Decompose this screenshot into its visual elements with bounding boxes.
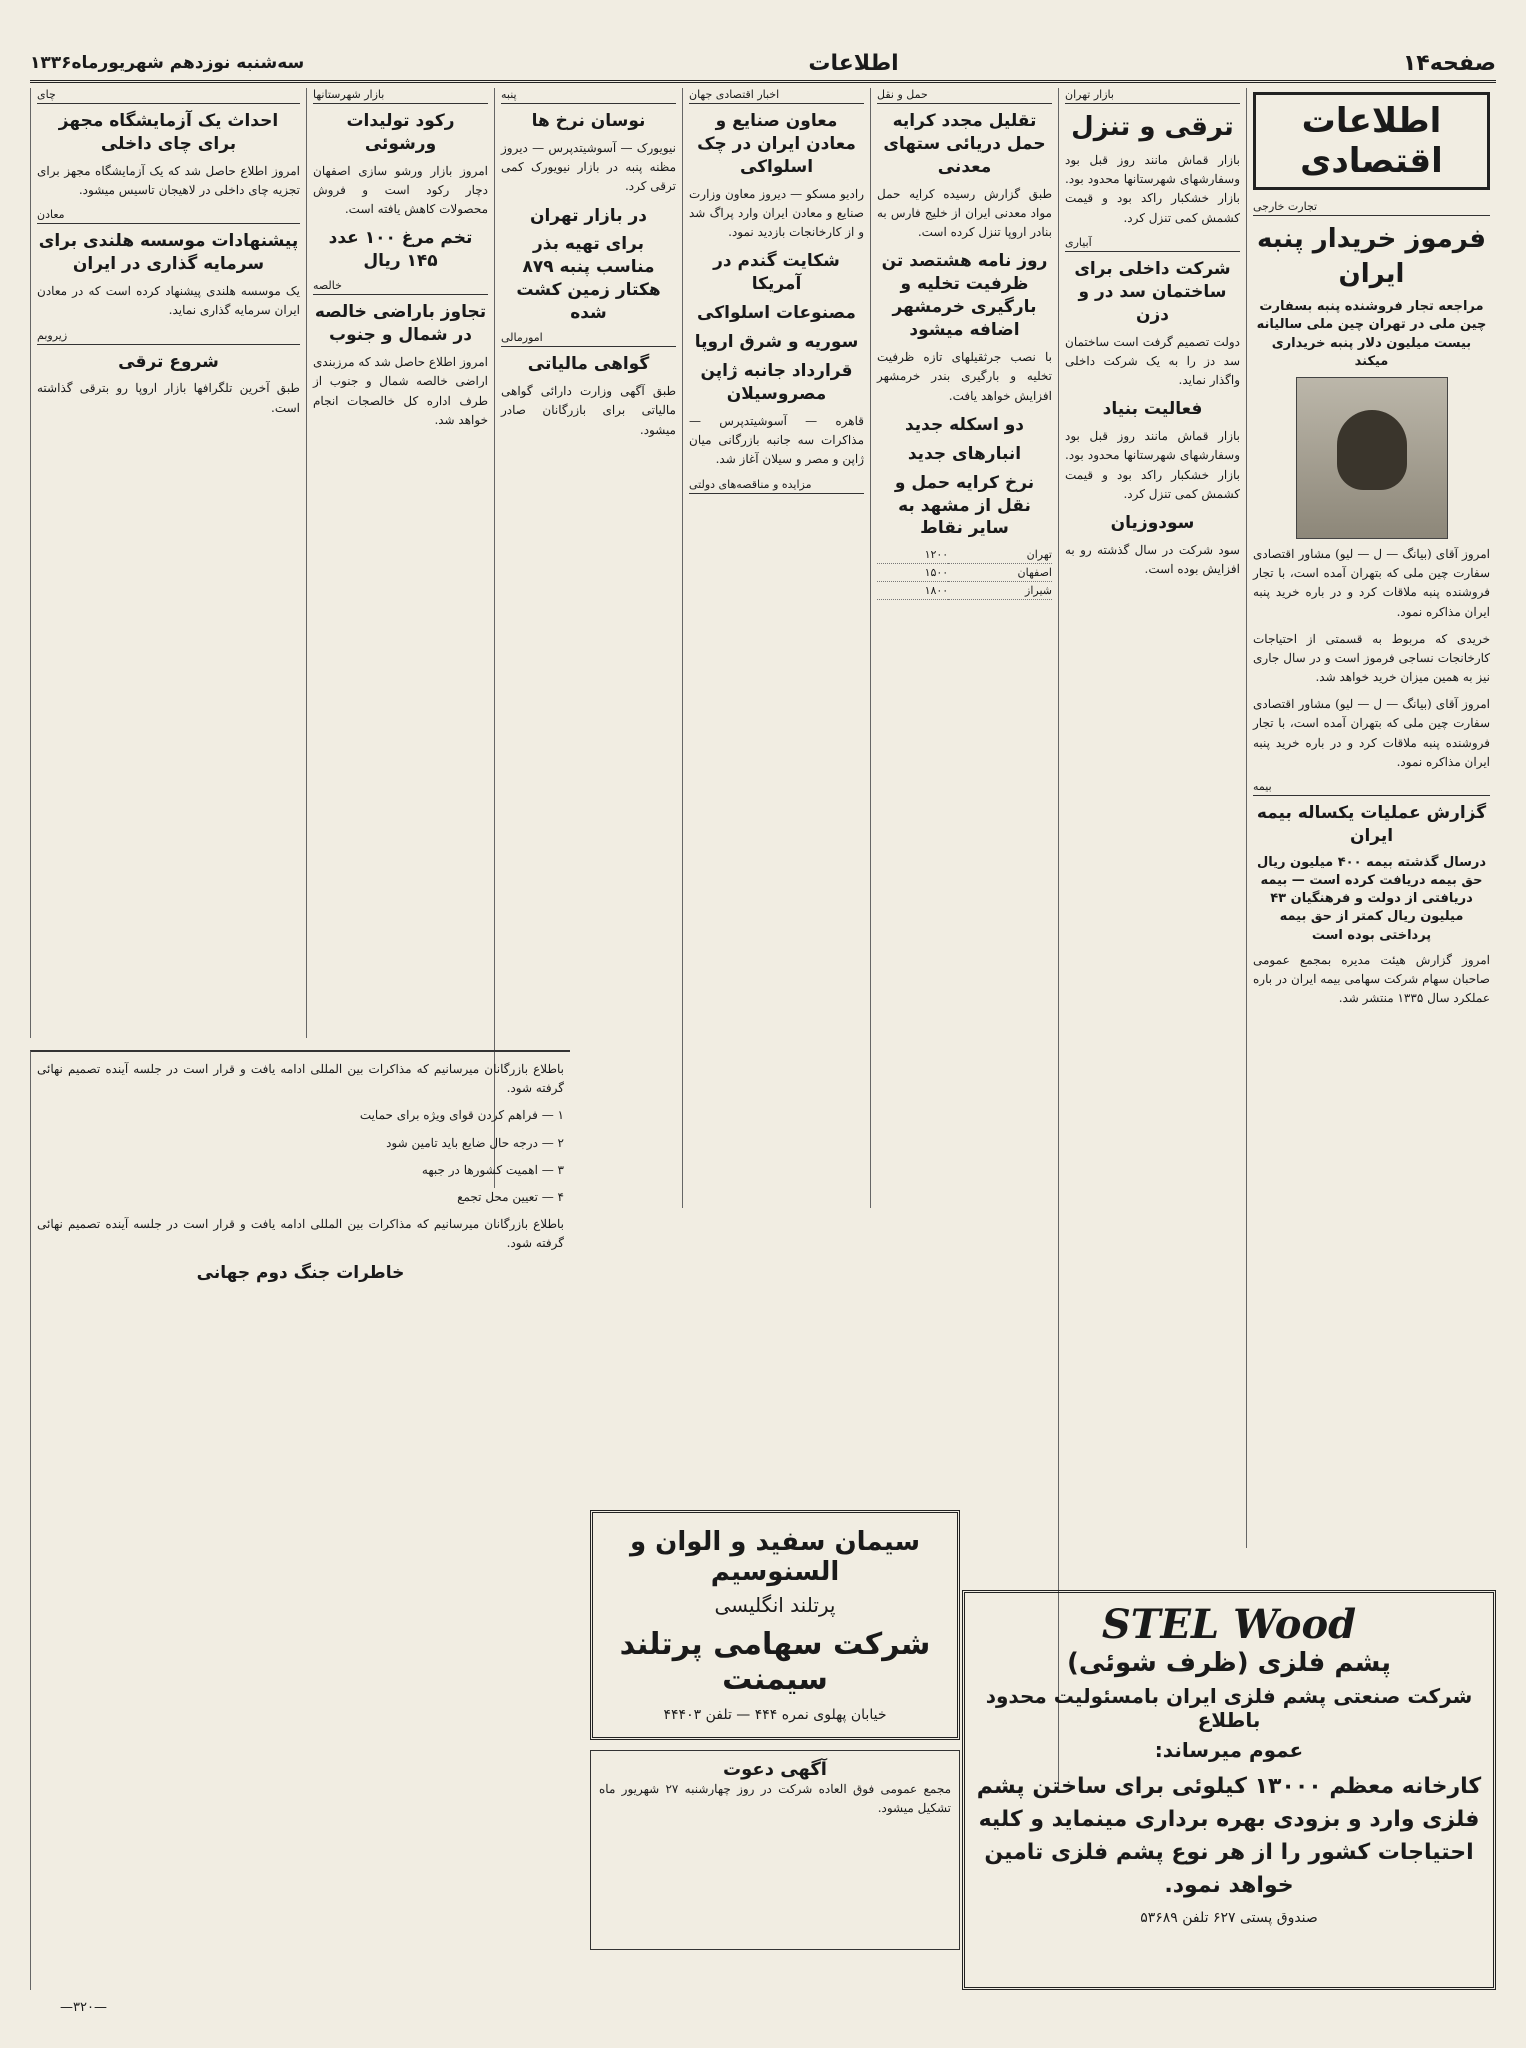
- headline-warehouses: انبارهای جدید: [907, 443, 1022, 464]
- article-body: طبق آخرین تلگرافها بازار اروپا رو بترقی گذاشته است.: [37, 381, 300, 415]
- headline-iran-cotton: فرموز خریدار پنبه ایران: [1257, 224, 1486, 290]
- headline-freight: تقلیل مجدد کرایه حمل دریائی ستهای معدنی: [883, 111, 1046, 177]
- headline-foundation: فعالیت بنیاد: [1102, 399, 1203, 420]
- section-label: بازار شهرستانها: [313, 88, 488, 104]
- article-body: دولت تصمیم گرفت است ساختمان سد دز را به یک شرکت داخلی واگذار نماید.: [1065, 334, 1240, 388]
- column-tehran-market: [1058, 88, 1246, 1788]
- list-item: ۲ — درجه حال ضایع باید تامین شود: [386, 1135, 564, 1150]
- article-body: سود شرکت در سال گذشته رو به افزایش بوده است.: [1065, 542, 1240, 577]
- section-label: آبیاری: [1065, 236, 1240, 252]
- folio: —۳۲۰—: [60, 2000, 107, 2015]
- headline-seed: برای تهیه بذر مناسب پنبه ۸۷۹ هکتار زمین کشت شده: [516, 234, 661, 324]
- ad-brand: STEL Wood: [1101, 1601, 1357, 1648]
- ad-company: شرکت سهامی پرتلند سیمنت: [619, 1627, 931, 1697]
- article-body: امروز بازار ورشو سازی اصفهان دچار رکود است و فروش محصولات کاهش یافته است.: [313, 163, 488, 217]
- tenders-title: مزایده و مناقصه‌های دولتی: [689, 478, 864, 494]
- notice-body: مجمع عمومی فوق العاده شرکت در روز چهارشنبه ۲۷ شهریور ماه تشکیل میشود.: [599, 1782, 951, 1816]
- column-transport: [870, 88, 1058, 1208]
- masthead: اطلاعات: [808, 50, 899, 76]
- section-label: خالصه: [313, 279, 488, 295]
- bottom-article: [30, 1050, 570, 1990]
- section-label: بیمه: [1253, 780, 1490, 796]
- ad-footer: صندوق پستی ۶۲۷ تلفن ۵۳۶۸۹: [1140, 1910, 1318, 1926]
- article-body: باطلاع بازرگانان میرسانیم که مذاکرات بین المللی ادامه یافت و قرار است در جلسه آینده تصمیم نهائی گرفته شود.: [37, 1062, 564, 1096]
- table-row: اصفهان ۱۵۰۰: [877, 564, 1052, 582]
- article-body: باطلاع بازرگانان میرسانیم که مذاکرات بین المللی ادامه یافت و قرار است در جلسه آینده تصمیم نهائی گرفته شود.: [37, 1217, 564, 1251]
- section-label: امورمالی: [501, 331, 676, 347]
- headline-insurance: گزارش عملیات یکساله بیمه ایران: [1256, 803, 1487, 846]
- column-tea: [30, 88, 306, 1038]
- subheadline: درسال گذشته بیمه ۴۰۰ میلیون ریال حق بیمه دریافت کرده است — بیمه دریافتی از دولت و فرهنگیان ۴۳ میلیون ریال کمتر از حق بیمه پرداختی بوده است: [1256, 854, 1487, 943]
- section-masthead: اطلاعات اقتصادی: [1253, 92, 1490, 190]
- column-world-economy: [682, 88, 870, 1208]
- headline-tea-lab: احداث یک آزمایشگاه مجهز برای چای داخلی: [58, 111, 279, 154]
- subheadline: مراجعه تجار فروشنده پنبه بسفارت چین ملی در تهران چین ملی سالیانه بیست میلیون دلار پنبه خریداری میکند: [1256, 299, 1487, 369]
- stelwood-ad: [962, 1590, 1496, 1990]
- rates-table: [877, 546, 1052, 600]
- headline-japan: قرارداد جانبه ژاپن مصروسیلان: [700, 361, 853, 405]
- headline-wheat: شکایت گندم در آمریکا: [713, 251, 840, 295]
- issue-date: سه‌شنبه نوزدهم شهریورماه۱۳۳۶: [30, 53, 305, 73]
- section-label: اخبار اقتصادی جهان: [689, 88, 864, 104]
- page-number: صفحه۱۴: [1402, 50, 1496, 76]
- headline-khorramshahr: روز نامه هشتصد تن ظرفیت تخلیه و بارگیری خرمشهر اضافه میشود: [881, 251, 1048, 341]
- headline-deputy-minister: معاون صنایع و معادن ایران در چک اسلواکی: [697, 111, 856, 177]
- notice-title: آگهی دعوت: [723, 1759, 827, 1780]
- section-label: زیروبم: [37, 329, 300, 345]
- page-header: [30, 46, 1496, 83]
- headline-rise-fall: ترقی و تنزل: [1071, 112, 1234, 142]
- headline-profit-loss: سودوزیان: [1110, 512, 1195, 533]
- ad-body: کارخانه معظم ۱۳۰۰۰ کیلوئی برای ساختن پشم فلزی وارد و بزودی بهره برداری مینماید و کلیه احتیاجات کشور را از هر نوع پشم فلزی تامین خواهد نمود.: [976, 1774, 1482, 1898]
- article-body: امروز اطلاع حاصل شد که یک آزمایشگاه مجهز برای تجزیه چای داخلی در لاهیجان تاسیس میشود.: [37, 163, 300, 198]
- invitation-notice: [590, 1750, 960, 1950]
- cement-ad: [590, 1510, 960, 1740]
- headline-rise-start: شروع ترقی: [118, 351, 219, 372]
- column-cotton: [494, 88, 682, 1188]
- headline-docks: دو اسکله جدید: [904, 414, 1025, 435]
- section-label: حمل و نقل: [877, 88, 1052, 104]
- section-label: تجارت خارجی: [1253, 200, 1490, 216]
- article-body: خریدی که مربوط به قسمتی از احتیاجات کارخانجات نساجی فرموز است و در سال جاری نیز به همین میزان خرید خواهد شد.: [1253, 631, 1490, 685]
- article-body: طبق آگهی وزارت دارائی گواهی مالیاتی برای بازرگانان صادر میشود.: [501, 384, 676, 437]
- section-label: چای: [37, 88, 300, 104]
- article-body: امروز اطلاع حاصل شد که مرزبندی اراضی خالصه شمال و جنوب از طرف اداره کل خالصجات انجام خواهد شد.: [313, 355, 488, 427]
- page-footer: [60, 2000, 1460, 2015]
- portrait-photo: [1296, 377, 1448, 539]
- ad-notice: عموم میرساند:: [1154, 1738, 1304, 1762]
- headline-price-fluct: نوسان نرخ ها: [531, 111, 646, 131]
- list-item: ۴ — تعیین محل تجمع: [457, 1189, 564, 1204]
- section-label: پنبه: [501, 88, 676, 104]
- article-body: رادیو مسکو — دیروز معاون وزارت صنایع و معادن ایران وارد پراگ شد و از کارخانجات بازدید نمود.: [689, 186, 864, 240]
- ad-company: شرکت صنعتی پشم فلزی ایران بامسئولیت محدود باطلاع: [985, 1684, 1473, 1732]
- article-body: بازار قماش مانند روز قبل بود وسفارشهای شهرستانها محدود بود. بازار خشکبار راکد بود و قیمت کشمش کمی تنزل کرد.: [1065, 429, 1240, 501]
- headline-syria: سوریه و شرق اروپا: [694, 332, 859, 353]
- article-body: امروز آقای (بیانگ — ل — لیو) مشاور اقتصادی سفارت چین ملی که بتهران آمده است، با تجار فروشنده پنبه ملاقات کرد و در باره خرید پنبه ایران مذاکره نمود.: [1253, 697, 1490, 769]
- section-label: معادن: [37, 208, 300, 224]
- headline-tax-cert: گواهی مالیاتی: [527, 354, 650, 375]
- headline-mashhad-rates: نرخ کرایه حمل و نقل از مشهد به سایر نقاط: [894, 472, 1035, 539]
- article-body: یک موسسه هلندی پیشنهاد کرده است که در معادن ایران سرمایه گذاری نماید.: [37, 284, 300, 318]
- headline-eggs: تخم مرغ ۱۰۰ عدد ۱۴۵ ریال: [328, 228, 473, 272]
- ad-title: سیمان سفید و الوان و السنوسیم: [629, 1527, 921, 1587]
- headline-dutch: پیشنهادات موسسه هلندی برای سرمایه گذاری در ایران: [38, 231, 299, 275]
- article-body: امروز گزارش هیئت مدیره بمجمع عمومی صاحبان سهام شرکت سهامی بیمه ایران در باره عملکرد سال ۱۳۳۵ منتشر شد.: [1253, 952, 1490, 1006]
- headline-tehran-bazaar: در بازار تهران: [529, 205, 648, 226]
- table-row: شیراز ۱۸۰۰: [877, 582, 1052, 600]
- article-body: بازار قماش مانند روز قبل بود وسفارشهای شهرستانها محدود بود. بازار خشکبار راکد بود و قیمت کشمش کمی تنزل کرد.: [1065, 153, 1240, 225]
- article-body: قاهره — آسوشیتدپرس — مذاکرات سه جانبه بازرگانی میان ژاپن و مصر و سیلان آغاز شد.: [689, 414, 864, 467]
- headline-dam: شرکت داخلی برای ساختمان سد در و دزن: [1074, 258, 1231, 325]
- list-item: ۱ — فراهم کردن قوای ویژه برای حمایت: [359, 1108, 564, 1123]
- column-economic-news: [1246, 88, 1496, 1548]
- column-provinces: [306, 88, 494, 1038]
- section-label: بازار تهران: [1065, 88, 1240, 104]
- article-body: امروز آقای (بیانگ — ل — لیو) مشاور اقتصادی سفارت چین ملی که بتهران آمده است، با تجار فروشنده پنبه ملاقات کرد و در باره خرید پنبه ایران مذاکره نمود.: [1253, 546, 1490, 619]
- ad-title: پشم فلزی (ظرف شوئی): [1067, 1648, 1391, 1678]
- headline-encroach: تجاوز باراضی خالصه در شمال و جنوب: [314, 302, 487, 346]
- article-body: طبق گزارش رسیده کرایه حمل مواد معدنی ایران از خلیج فارس به بنادر اروپا تنزل کرده است.: [877, 186, 1052, 240]
- headline-stagnation: رکود تولیدات ورشوئی: [346, 111, 455, 154]
- article-body: نیویورک — آسوشیتدپرس — دیروز مظنه پنبه در بازار نیویورک کمی ترقی کرد.: [501, 140, 676, 194]
- ad-address: خیابان پهلوی نمره ۴۴۴ — تلفن ۴۴۴۰۳: [663, 1707, 887, 1723]
- article-body: با نصب جرثقیلهای تازه ظرفیت تخلیه و بارگیری بندر خرمشهر افزایش خواهد یافت.: [877, 350, 1052, 403]
- list-item: ۳ — اهمیت کشورها در جبهه: [421, 1162, 564, 1177]
- series-footer: خاطرات جنگ دوم جهانی: [196, 1262, 405, 1283]
- ad-brand: پرتلند انگلیسی: [714, 1593, 836, 1617]
- headline-slovak: مصنوعات اسلواکی: [697, 303, 856, 324]
- table-row: تهران ۱۲۰۰: [877, 546, 1052, 564]
